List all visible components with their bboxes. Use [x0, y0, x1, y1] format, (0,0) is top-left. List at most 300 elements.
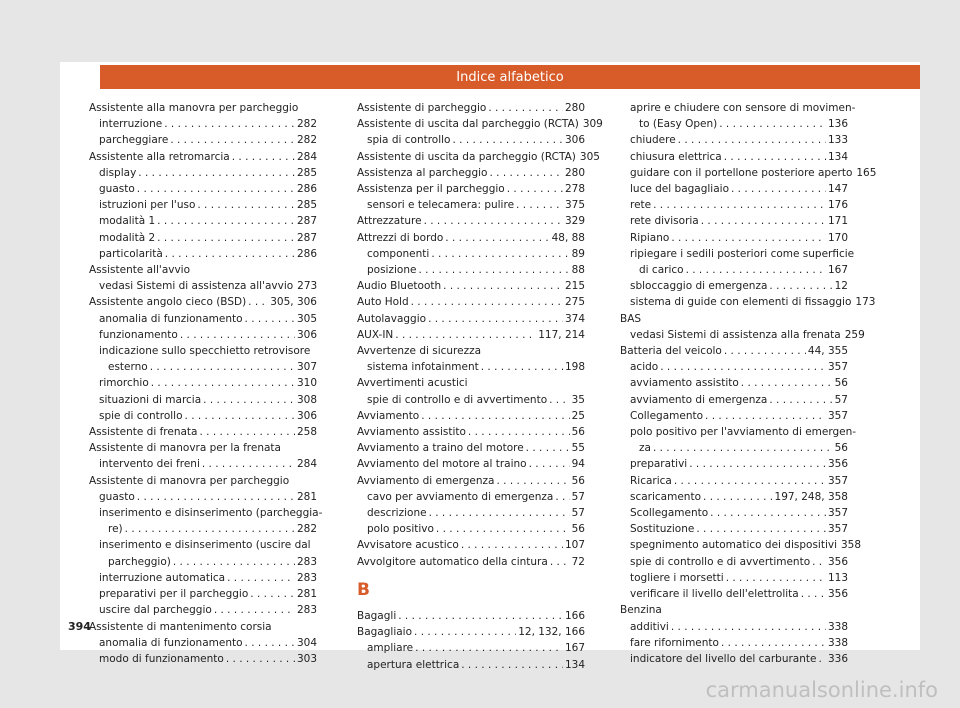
- leader-dots: [431, 246, 569, 262]
- index-subentry: aprire e chiudere con sensore di movimen-: [630, 102, 856, 114]
- entry-term: preparativi per il parcheggio: [99, 588, 249, 601]
- entry-page-ref: 305: [296, 312, 317, 325]
- entry-term: sensori e telecamera: pulire: [367, 199, 515, 212]
- entry-page-ref: 283: [296, 555, 317, 568]
- entry-term: vedasi Sistemi di assistenza all'avvio: [99, 280, 294, 293]
- index-heading: Benzina: [620, 604, 662, 617]
- leader-dots: [185, 408, 295, 424]
- index-entry: [620, 554, 848, 570]
- entry-term: guasto: [99, 183, 135, 196]
- entry-page-ref: 338: [827, 620, 848, 633]
- entry-term: Assistente alla retromarcia: [89, 150, 230, 163]
- index-entry: [357, 311, 585, 327]
- entry-term: di carico: [639, 264, 684, 277]
- entry-page-ref: 117, 214: [538, 328, 585, 341]
- index-entry: [620, 230, 848, 246]
- leader-dots: [801, 586, 826, 602]
- leader-dots: [461, 537, 563, 553]
- entry-term: indicatore del livello del carburante: [630, 652, 817, 665]
- index-entry: [89, 181, 317, 197]
- entry-page-ref: 280: [564, 102, 585, 114]
- entry-term: Auto Hold: [357, 296, 409, 309]
- entry-page-ref: 285: [296, 166, 317, 179]
- entry-page-ref: 170: [827, 231, 848, 244]
- leader-dots: [445, 230, 549, 246]
- leader-dots: [689, 456, 826, 472]
- entry-page-ref: 273: [297, 280, 318, 293]
- leader-dots: [731, 181, 826, 197]
- entry-page-ref: 356: [827, 458, 848, 471]
- leader-dots: [705, 408, 826, 424]
- index-entry: [620, 278, 848, 294]
- index-entry: [89, 294, 317, 310]
- index-entry: [620, 375, 848, 391]
- entry-term: polo positivo: [367, 523, 434, 536]
- index-entry: [357, 657, 585, 673]
- leader-dots: [671, 619, 826, 635]
- entry-page-ref: 357: [827, 523, 848, 536]
- entry-page-ref: 56: [834, 377, 848, 390]
- entry-page-ref: 304: [296, 636, 317, 649]
- entry-page-ref: 12: [834, 280, 848, 293]
- entry-term: avviamento di emergenza: [630, 393, 768, 406]
- entry-page-ref: 56: [571, 523, 585, 536]
- entry-page-ref: 134: [827, 150, 848, 163]
- index-entry: [89, 602, 317, 618]
- leader-dots: [421, 408, 569, 424]
- leader-dots: [157, 230, 295, 246]
- entry-term: modo di funzionamento: [99, 652, 224, 665]
- entry-page-ref: 107: [564, 539, 585, 552]
- index-entry: [89, 554, 317, 570]
- index-entry: [89, 197, 317, 213]
- entry-page-ref: 167: [827, 264, 848, 277]
- entry-page-ref: 173: [855, 296, 876, 309]
- index-entry: [620, 181, 848, 197]
- leader-dots: [721, 635, 826, 651]
- entry-term: situazioni di marcia: [99, 393, 202, 406]
- index-entry: [357, 554, 585, 570]
- leader-dots: [415, 640, 563, 656]
- entry-page-ref: 89: [571, 247, 585, 260]
- entry-page-ref: 113: [827, 571, 848, 584]
- leader-dots: [398, 608, 563, 624]
- index-heading: Assistente di manovra per parcheggio: [89, 474, 290, 487]
- entry-term: Assistente angolo cieco (BSD): [89, 296, 247, 309]
- entry-term: spie di controllo: [99, 409, 183, 422]
- index-entry: [357, 359, 585, 375]
- entry-term: Attrezzature: [357, 215, 422, 228]
- index-subentry: indicazione sullo specchietto retrovisore: [99, 345, 311, 358]
- entry-term: funzionamento: [99, 328, 178, 341]
- entry-term: sistema infotainment: [367, 361, 479, 374]
- entry-page-ref: 133: [827, 134, 848, 147]
- entry-term: Bagagliaio: [357, 626, 413, 639]
- leader-dots: [165, 246, 295, 262]
- entry-term: particolarità: [99, 247, 163, 260]
- leader-dots: [157, 213, 295, 229]
- entry-term: Avvisatore acustico: [357, 539, 459, 552]
- leader-dots: [250, 586, 295, 602]
- entry-page-ref: 72: [571, 555, 585, 568]
- entry-term: verificare il livello dell'elettrolita: [630, 588, 799, 601]
- entry-term: za: [639, 442, 651, 455]
- entry-page-ref: 259: [844, 328, 865, 341]
- index-entry: [620, 149, 848, 165]
- leader-dots: [214, 602, 295, 618]
- entry-page-ref: 305, 306: [270, 296, 317, 309]
- entry-page-ref: 197, 248, 358: [774, 490, 848, 503]
- index-entry: [357, 100, 585, 116]
- entry-term: additivi: [630, 620, 669, 633]
- entry-term: Assistente di uscita da parcheggio (RCTA): [357, 150, 576, 163]
- entry-term: parcheggio): [108, 555, 171, 568]
- entry-term: Batteria del veicolo: [620, 345, 722, 358]
- leader-dots: [151, 375, 295, 391]
- leader-dots: [686, 262, 826, 278]
- entry-term: guasto: [99, 490, 135, 503]
- entry-term: modalità 1: [99, 215, 156, 228]
- index-heading: Assistente all'avvio: [89, 264, 191, 277]
- index-heading: Avvertenze di sicurezza: [357, 345, 482, 358]
- leader-dots: [526, 440, 570, 456]
- leader-dots: [197, 197, 295, 213]
- entry-term: posizione: [367, 264, 417, 277]
- leader-dots: [678, 132, 826, 148]
- leader-dots: [248, 294, 268, 310]
- index-entry: [357, 424, 585, 440]
- entry-term: interruzione automatica: [99, 571, 226, 584]
- leader-dots: [516, 197, 563, 213]
- leader-dots: [138, 165, 295, 181]
- index-entry: [620, 343, 848, 359]
- entry-page-ref: 215: [564, 280, 585, 293]
- entry-page-ref: 176: [827, 199, 848, 212]
- entry-page-ref: 338: [827, 636, 848, 649]
- index-entry: [620, 456, 848, 472]
- index-entry: [620, 408, 848, 424]
- entry-page-ref: 56: [571, 426, 585, 439]
- entry-term: anomalia di funzionamento: [99, 636, 243, 649]
- index-entry: [357, 213, 585, 229]
- leader-dots: [812, 554, 826, 570]
- entry-term: scaricamento: [630, 490, 702, 503]
- leader-dots: [724, 149, 826, 165]
- index-entry: [620, 473, 848, 489]
- entry-page-ref: 285: [296, 199, 317, 212]
- entry-term: luce del bagagliaio: [630, 183, 729, 196]
- index-entry: [89, 586, 317, 602]
- entry-page-ref: 306: [564, 134, 585, 147]
- index-entry: [357, 608, 585, 624]
- index-entry: [357, 246, 585, 262]
- index-entry: [357, 132, 585, 148]
- entry-term: chiudere: [630, 134, 676, 147]
- entry-page-ref: 284: [296, 458, 317, 471]
- leader-dots: [202, 456, 295, 472]
- index-entry: [89, 246, 317, 262]
- entry-page-ref: 310: [296, 377, 317, 390]
- entry-page-ref: 136: [827, 118, 848, 131]
- index-entry: [620, 327, 865, 343]
- leader-dots: [429, 505, 570, 521]
- leader-dots: [769, 392, 832, 408]
- entry-term: rete: [630, 199, 652, 212]
- entry-page-ref: 35: [571, 393, 585, 406]
- entry-page-ref: 57: [571, 490, 585, 503]
- index-entry: [89, 116, 317, 132]
- entry-term: Avviamento a traino del motore: [357, 442, 524, 455]
- entry-page-ref: 281: [296, 588, 317, 601]
- entry-page-ref: 281: [296, 490, 317, 503]
- index-entry: [620, 165, 877, 181]
- index-entry: [357, 197, 585, 213]
- index-column-3: [620, 100, 877, 667]
- leader-dots: [481, 359, 563, 375]
- leader-dots: [395, 327, 536, 343]
- entry-term: rete divisoria: [630, 215, 699, 228]
- entry-term: Avviamento: [357, 409, 420, 422]
- entry-page-ref: 306: [296, 328, 317, 341]
- entry-page-ref: 198: [564, 361, 585, 374]
- page-header: [100, 65, 920, 89]
- index-entry: [357, 294, 585, 310]
- entry-page-ref: 308: [296, 393, 317, 406]
- index-entry: [89, 327, 317, 343]
- entry-term: Sostituzione: [630, 523, 695, 536]
- entry-page-ref: 171: [827, 215, 848, 228]
- leader-dots: [818, 651, 825, 667]
- index-entry: [89, 456, 317, 472]
- index-entry: [620, 521, 848, 537]
- leader-dots: [232, 149, 295, 165]
- index-entry: [89, 408, 317, 424]
- index-subentry: inserimento e disinserimento (parcheggia-: [99, 507, 323, 520]
- entry-term: sistema di guide con elementi di fissaggio: [630, 296, 852, 309]
- leader-dots: [227, 570, 295, 586]
- entry-term: parcheggiare: [99, 134, 169, 147]
- entry-page-ref: 286: [296, 247, 317, 260]
- index-entry: [357, 456, 585, 472]
- index-entry: [89, 359, 317, 375]
- entry-page-ref: 57: [834, 393, 848, 406]
- leader-dots: [769, 278, 832, 294]
- index-entry: [620, 619, 848, 635]
- entry-page-ref: 44, 355: [807, 345, 848, 358]
- entry-term: acido: [630, 361, 659, 374]
- entry-term: spia di controllo: [367, 134, 451, 147]
- index-entry: [620, 294, 876, 310]
- entry-page-ref: 305: [579, 150, 600, 163]
- entry-page-ref: 57: [571, 507, 585, 520]
- entry-term: ampliare: [367, 642, 414, 655]
- leader-dots: [150, 359, 295, 375]
- entry-page-ref: 336: [827, 652, 848, 665]
- entry-term: Attrezzi di bordo: [357, 231, 444, 244]
- entry-page-ref: 25: [571, 409, 585, 422]
- leader-dots: [696, 521, 826, 537]
- index-entry: [89, 570, 317, 586]
- leader-dots: [418, 262, 569, 278]
- leader-dots: [507, 181, 563, 197]
- index-subentry: inserimento e disinserimento (uscire dal: [99, 539, 311, 552]
- entry-page-ref: 306: [296, 409, 317, 422]
- index-entry: [620, 570, 848, 586]
- entry-term: Assistenza al parcheggio: [357, 166, 488, 179]
- index-entry: [357, 489, 585, 505]
- entry-term: modalità 2: [99, 231, 156, 244]
- leader-dots: [719, 116, 826, 132]
- leader-dots: [125, 521, 295, 537]
- entry-page-ref: 147: [827, 183, 848, 196]
- entry-term: AUX-IN: [357, 328, 394, 341]
- entry-page-ref: 278: [564, 183, 585, 196]
- entry-page-ref: 280: [564, 166, 585, 179]
- index-entry: [89, 489, 317, 505]
- entry-term: Audio Bluetooth: [357, 280, 442, 293]
- entry-term: sbloccaggio di emergenza: [630, 280, 768, 293]
- entry-term: istruzioni per l'uso: [99, 199, 196, 212]
- leader-dots: [653, 197, 826, 213]
- index-entry: [357, 116, 603, 132]
- entry-page-ref: 275: [564, 296, 585, 309]
- index-entry: [357, 230, 585, 246]
- leader-dots: [724, 343, 806, 359]
- entry-term: esterno: [108, 361, 148, 374]
- entry-page-ref: 167: [564, 642, 585, 655]
- leader-dots: [414, 624, 516, 640]
- entry-page-ref: 165: [856, 166, 877, 179]
- index-entry: [89, 311, 317, 327]
- leader-dots: [452, 132, 562, 148]
- watermark: carmanualsonline.info: [705, 678, 938, 702]
- index-entry: [357, 408, 585, 424]
- leader-dots: [674, 473, 826, 489]
- entry-page-ref: 309: [582, 118, 603, 131]
- leader-dots: [226, 651, 295, 667]
- index-entry: [357, 440, 585, 456]
- index-entry: [89, 165, 317, 181]
- index-entry: [89, 213, 317, 229]
- entry-term: togliere i morsetti: [630, 571, 724, 584]
- leader-dots: [549, 392, 570, 408]
- leader-dots: [443, 278, 563, 294]
- leader-dots: [550, 554, 570, 570]
- entry-term: Avviamento assistito: [357, 426, 466, 439]
- index-page: [60, 62, 920, 671]
- index-entry: [620, 197, 848, 213]
- index-entry: [620, 392, 848, 408]
- index-entry: [89, 424, 317, 440]
- entry-term: uscire dal parcheggio: [99, 604, 212, 617]
- index-entry: [89, 651, 317, 667]
- leader-dots: [424, 213, 563, 229]
- index-subentry: polo positivo per l'avviamento di emergen-: [630, 426, 857, 439]
- entry-term: Ricarica: [630, 474, 672, 487]
- index-entry: [620, 635, 848, 651]
- leader-dots: [653, 440, 833, 456]
- index-heading: Assistente di manovra per la frenata: [89, 442, 281, 455]
- index-entry: [89, 635, 317, 651]
- index-entry: [89, 375, 317, 391]
- leader-dots: [245, 311, 295, 327]
- leader-dots: [660, 359, 826, 375]
- entry-term: display: [99, 166, 137, 179]
- index-entry: [620, 489, 848, 505]
- index-column-2: [357, 100, 603, 673]
- index-entry: [89, 132, 317, 148]
- index-entry: [620, 132, 848, 148]
- page-title: Indice alfabetico: [456, 69, 564, 85]
- entry-term: Avvolgitore automatico della cintura: [357, 555, 548, 568]
- leader-dots: [726, 570, 826, 586]
- index-column-1: [89, 100, 323, 667]
- index-entry: [357, 505, 585, 521]
- entry-page-ref: 94: [571, 458, 585, 471]
- entry-page-ref: 282: [296, 134, 317, 147]
- entry-term: re): [108, 523, 123, 536]
- entry-page-ref: 55: [571, 442, 585, 455]
- entry-term: avviamento assistito: [630, 377, 739, 390]
- entry-term: guidare con il portellone posteriore aperto: [630, 166, 853, 179]
- index-entry: [620, 440, 848, 456]
- entry-term: Assistente di uscita dal parcheggio (RCTA): [357, 118, 579, 131]
- section-letter: B: [357, 579, 370, 600]
- leader-dots: [170, 132, 295, 148]
- entry-term: intervento dei freni: [99, 458, 200, 471]
- entry-term: componenti: [367, 247, 430, 260]
- index-heading: BAS: [620, 312, 642, 325]
- leader-dots: [245, 635, 295, 651]
- entry-page-ref: 287: [296, 231, 317, 244]
- index-subentry: ripiegare i sedili posteriori come superficie: [630, 247, 855, 260]
- entry-term: chiusura elettrica: [630, 150, 722, 163]
- leader-dots: [555, 489, 569, 505]
- leader-dots: [741, 375, 833, 391]
- entry-term: spegnimento automatico dei dispositivi: [630, 539, 837, 552]
- entry-term: anomalia di funzionamento: [99, 312, 243, 325]
- entry-page-ref: 286: [296, 183, 317, 196]
- entry-page-ref: 357: [827, 361, 848, 374]
- index-entry: [357, 181, 585, 197]
- index-entry: [357, 537, 585, 553]
- entry-term: Assistente di parcheggio: [357, 102, 487, 114]
- entry-page-ref: 307: [296, 361, 317, 374]
- entry-page-ref: 358: [841, 539, 862, 552]
- entry-term: descrizione: [367, 507, 427, 520]
- leader-dots: [529, 456, 570, 472]
- leader-dots: [710, 505, 826, 521]
- entry-page-ref: 329: [564, 215, 585, 228]
- leader-dots: [488, 100, 563, 116]
- entry-page-ref: 357: [827, 474, 848, 487]
- entry-term: vedasi Sistemi di assistenza alla frenata: [630, 328, 841, 341]
- entry-page-ref: 56: [834, 442, 848, 455]
- index-entry: [89, 278, 317, 294]
- leader-dots: [703, 489, 773, 505]
- leader-dots: [164, 116, 295, 132]
- leader-dots: [199, 424, 294, 440]
- index-entry: [89, 392, 317, 408]
- index-entry: [357, 521, 585, 537]
- index-entry: [620, 213, 848, 229]
- entry-term: spie di controllo e di avvertimento: [367, 393, 548, 406]
- entry-page-ref: 284: [296, 150, 317, 163]
- index-entry: [89, 521, 317, 537]
- leader-dots: [489, 165, 562, 181]
- entry-page-ref: 48, 88: [551, 231, 585, 244]
- index-entry: [620, 262, 848, 278]
